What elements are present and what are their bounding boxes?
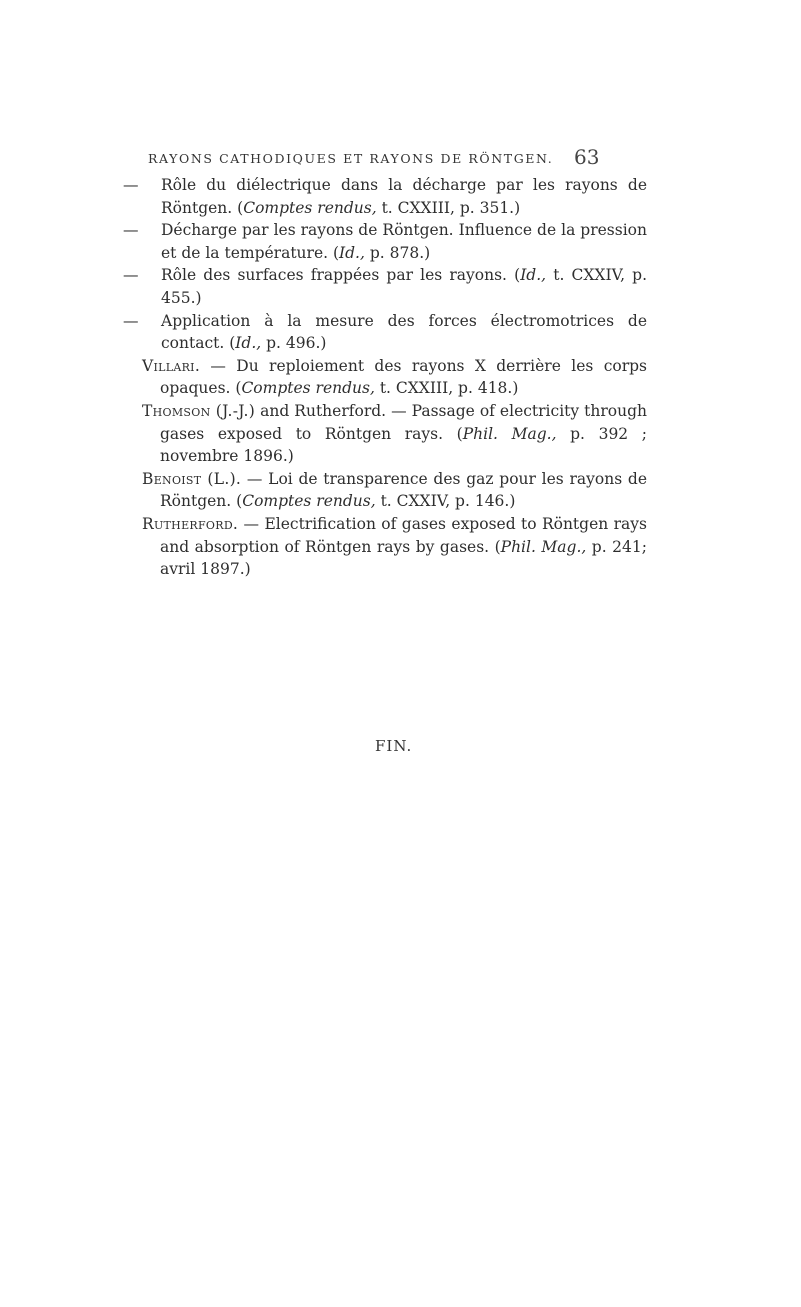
entry-author: Thomson (J.-J.) (142, 401, 256, 420)
entry-author: Rutherford. (142, 514, 239, 533)
entry-title: and Rutherford. — Passage of electricity through gases exposed to Röntgen rays. ( (160, 401, 647, 443)
bibliography-entry (123, 219, 647, 264)
bibliography-list (123, 174, 647, 581)
entry-reference: t. CXXIII, p. 418.) (374, 379, 519, 398)
end-mark: FIN. (375, 737, 413, 755)
bibliography-entry (123, 264, 647, 309)
entry-dash: — (123, 176, 139, 194)
entry-title: Décharge par les rayons de Röntgen. Influence de la pression et de la température. ( (161, 221, 647, 262)
entry-title: — Loi de transparence des gaz pour les rayons de Röntgen. ( (160, 469, 647, 511)
entry-dash: — (123, 221, 139, 240)
entry-source: Id., (235, 334, 262, 353)
bibliography-entry (142, 468, 647, 513)
entry-source: Phil. Mag., (500, 537, 587, 556)
entry-title: — Du reploiement des rayons X derrière les corps opaques. ( (160, 356, 647, 398)
entry-author: Villari. (142, 356, 201, 375)
entry-title: Rôle du diélectrique dans la décharge par les rayons de Röntgen. ( (161, 176, 647, 217)
entry-reference: p. 496.) (261, 334, 327, 353)
bibliography-entry (142, 355, 647, 400)
entry-title: — Electrification of gases exposed to Röntgen rays and absorption of Röntgen rays by gases. ( (160, 514, 647, 556)
entry-source: Id., (339, 243, 365, 262)
entry-reference: p. 392 ; novembre 1896.) (160, 424, 647, 466)
page-number: 63 (574, 145, 600, 169)
entry-reference: t. CXXIV, p. 455.) (161, 266, 647, 307)
entry-reference: t. CXXIV, p. 146.) (375, 492, 516, 511)
entry-reference: p. 241; avril 1897.) (160, 537, 647, 579)
bibliography-entry (123, 174, 647, 219)
entry-source: Id., (520, 266, 547, 285)
entry-source: Comptes rendus, (241, 379, 375, 398)
entry-title: Rôle des surfaces frappées par les rayons. ( (161, 266, 521, 285)
bibliography-entry (142, 400, 647, 468)
bibliography-entry (123, 310, 647, 355)
entry-title: Application à la mesure des forces électromotrices de contact. ( (161, 311, 647, 353)
entry-source: Comptes rendus, (243, 198, 377, 217)
running-head (148, 147, 628, 171)
entry-dash: — (123, 311, 139, 330)
entry-source: Comptes rendus, (242, 492, 376, 511)
entry-dash: — (123, 266, 139, 285)
running-title: RAYONS CATHODIQUES ET RAYONS DE RÖNTGEN. (148, 151, 554, 166)
bibliography-entry (142, 513, 647, 581)
entry-reference: p. 878.) (364, 243, 431, 262)
entry-author: Benoist (L.). (142, 469, 242, 488)
entry-reference: t. CXXIII, p. 351.) (376, 198, 521, 217)
entry-source: Phil. Mag., (462, 424, 557, 443)
